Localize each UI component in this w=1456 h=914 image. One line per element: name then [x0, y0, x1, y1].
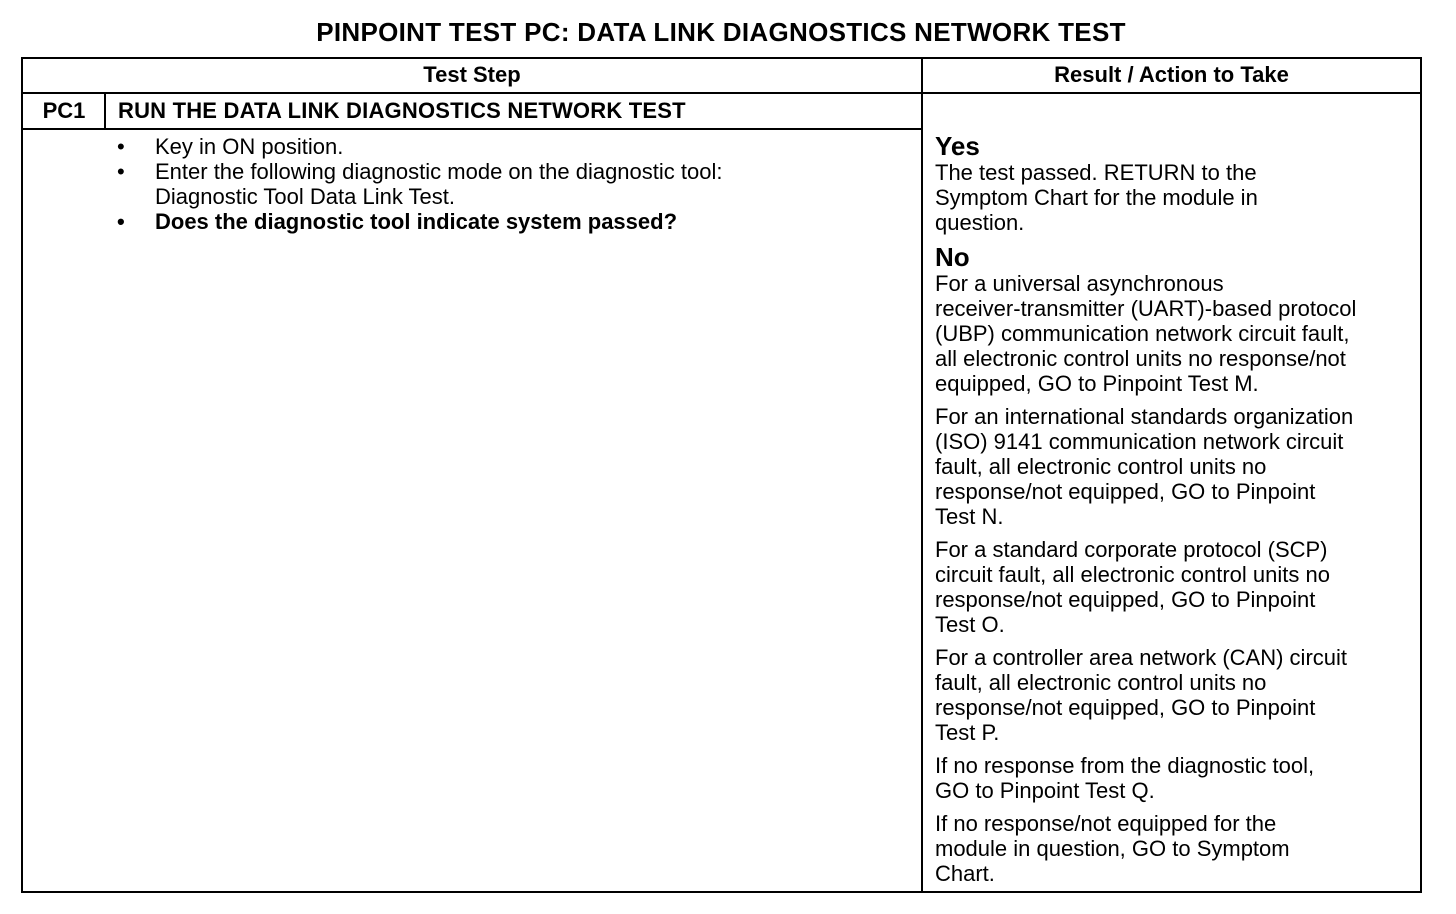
step-title: RUN THE DATA LINK DIAGNOSTICS NETWORK TEST: [118, 98, 686, 123]
step-instruction-item: [115, 134, 915, 159]
column-divider: [921, 57, 923, 893]
header-result-action: Result / Action to Take: [1054, 62, 1289, 87]
bullet-glyph: •: [117, 159, 125, 184]
step-id: PC1: [42, 98, 86, 123]
step-instruction-question: Does the diagnostic tool indicate system passed?: [155, 209, 678, 234]
page-title: PINPOINT TEST PC: DATA LINK DIAGNOSTICS NETWORK TEST: [316, 17, 1126, 47]
result-no-item: For a controller area network (CAN) circuit fault, all electronic control units no response/not equipped, GO to Pinpoint Test P.: [935, 645, 1348, 745]
result-no-item: For an international standards organization (ISO) 9141 communication network circuit fault, all electronic control units no response/not equipped, GO to Pinpoint Test N.: [935, 404, 1354, 529]
result-no-item: For a universal asynchronous receiver-transmitter (UART)-based protocol (UBP) communication network circuit fault, all electronic control units no response/not equipped, GO to Pinpoint Test M.: [935, 271, 1357, 396]
step-instruction-text: Enter the following diagnostic mode on the diagnostic tool: Diagnostic Tool Data Link Test.: [155, 159, 723, 209]
step-instructions-list: [115, 134, 915, 234]
bullet-glyph: •: [117, 209, 125, 234]
result-action-column: [935, 132, 1421, 894]
result-yes-label: Yes: [935, 131, 980, 161]
header-test-step: Test Step: [423, 62, 521, 87]
result-no-item: If no response/not equipped for the module in question, GO to Symptom Chart.: [935, 811, 1290, 886]
step-instruction-text: Key in ON position.: [155, 134, 344, 159]
step-title-divider: [21, 128, 923, 130]
bullet-glyph: •: [117, 134, 125, 159]
step-instruction-item: [115, 159, 915, 209]
result-no-label: No: [935, 242, 970, 272]
header-divider: [21, 92, 1422, 94]
result-no-item: For a standard corporate protocol (SCP) circuit fault, all electronic control units no response/not equipped, GO to Pinpoint Test O.: [935, 537, 1330, 637]
result-yes-text: The test passed. RETURN to the Symptom Chart for the module in question.: [935, 160, 1258, 235]
step-instruction-item: [115, 209, 915, 234]
result-no-item: If no response from the diagnostic tool, GO to Pinpoint Test Q.: [935, 753, 1315, 803]
